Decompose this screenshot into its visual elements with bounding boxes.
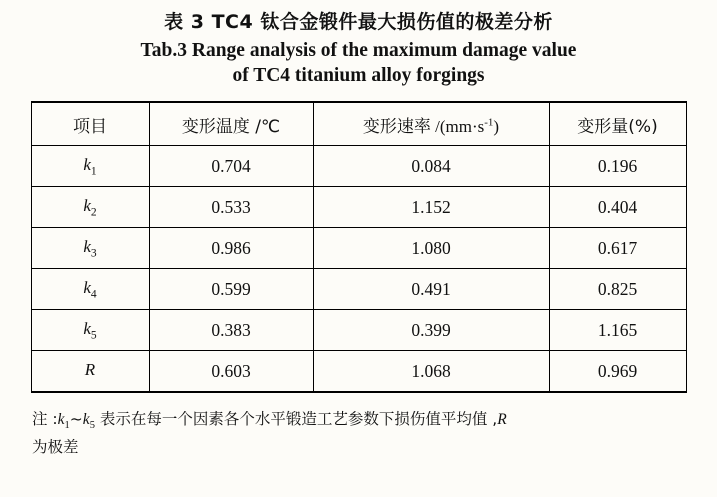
row-label-text: k (83, 155, 91, 175)
caption-chinese: 表 3 TC4 钛合金锻件最大损伤值的极差分析 (164, 11, 553, 33)
strain-rate-label: 变形速率 /(mm·s (362, 116, 485, 136)
cell-temperature: 0.704 (149, 146, 313, 187)
column-header-strain-rate (313, 102, 549, 146)
column-header-temperature: 变形温度 /℃ (149, 102, 313, 146)
cell-deformation: 1.165 (549, 310, 686, 351)
footnote-prefix: 注 : (32, 410, 58, 429)
strain-rate-exponent: -1 (484, 116, 494, 129)
row-label-sub: 5 (90, 329, 97, 342)
strain-rate-paren: ) (493, 116, 500, 136)
table-row (31, 269, 686, 310)
row-label (31, 146, 149, 187)
cell-temperature: 0.599 (149, 269, 313, 310)
cell-deformation: 0.404 (549, 187, 686, 228)
row-label-text: k (83, 196, 91, 216)
cell-strain-rate: 0.399 (313, 310, 549, 351)
table-row (31, 228, 686, 269)
cell-temperature: 0.603 (149, 351, 313, 393)
range-analysis-table (31, 101, 687, 393)
cell-deformation: 0.969 (549, 351, 686, 393)
cell-strain-rate: 1.068 (313, 351, 549, 393)
row-label-text: k (83, 237, 91, 257)
footnote-symbol-k1 (57, 411, 70, 432)
cell-deformation: 0.617 (549, 228, 686, 269)
row-label-sub: 3 (90, 247, 97, 260)
table-row (31, 187, 686, 228)
table-row (31, 146, 686, 187)
row-label-text: k (83, 319, 91, 339)
caption-english-line1: Tab.3 Range analysis of the maximum damage value (140, 39, 577, 61)
footnote-tilde: ~ (69, 410, 83, 429)
footnote-k5-sub: 5 (89, 420, 95, 432)
cell-temperature: 0.533 (149, 187, 313, 228)
cell-strain-rate: 1.152 (313, 187, 549, 228)
footnote-symbol-k5 (82, 411, 95, 432)
cell-deformation: 0.196 (549, 146, 686, 187)
row-label-text: R (84, 360, 96, 380)
row-label (31, 351, 149, 393)
table-header-row (31, 102, 686, 146)
table-row (31, 310, 686, 351)
cell-strain-rate: 0.084 (313, 146, 549, 187)
cell-strain-rate: 1.080 (313, 228, 549, 269)
row-label (31, 228, 149, 269)
cell-temperature: 0.986 (149, 228, 313, 269)
row-label-text: k (83, 278, 91, 298)
caption-english-line2: of TC4 titanium alloy forgings (232, 64, 485, 86)
footnote-k1-sub: 1 (64, 420, 70, 432)
cell-strain-rate: 0.491 (313, 269, 549, 310)
column-header-deformation: 变形量(%) (549, 102, 686, 146)
table-row (31, 351, 686, 393)
table-caption (28, 10, 689, 88)
row-label (31, 310, 149, 351)
footnote-line2: 为极差 (32, 437, 79, 456)
table-footnote (32, 407, 689, 458)
row-label (31, 187, 149, 228)
cell-deformation: 0.825 (549, 269, 686, 310)
table-header (31, 102, 686, 146)
footnote-k5-letter: k (82, 411, 90, 429)
row-label-sub: 2 (90, 206, 97, 219)
row-label (31, 269, 149, 310)
row-label-sub: 1 (90, 165, 97, 178)
footnote-text: 表示在每一个因素各个水平锻造工艺参数下损伤值平均值 , (94, 410, 498, 429)
cell-temperature: 0.383 (149, 310, 313, 351)
row-label-sub: 4 (90, 288, 97, 301)
footnote-symbol-r: R (497, 411, 507, 429)
footnote-k1-letter: k (57, 411, 65, 429)
column-header-item: 项目 (31, 102, 149, 146)
table-body (31, 146, 686, 393)
